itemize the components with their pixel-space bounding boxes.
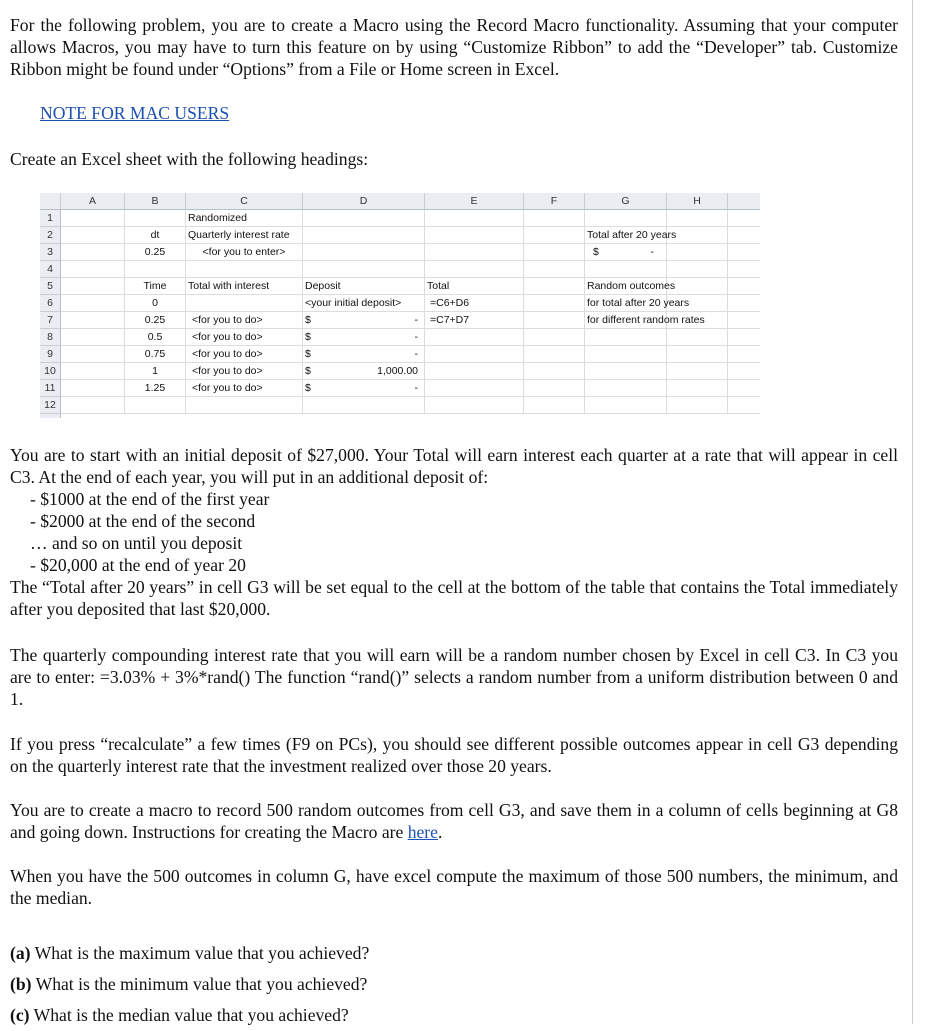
row-header: 11: [40, 380, 61, 397]
macro-text: You are to create a macro to record 500 random outcomes from cell G3, and save them in a column of cells beginning at G8 and going down. Instructions for creating the Macro are: [10, 800, 898, 842]
cell-H8: [667, 329, 728, 346]
cell-E3: [425, 244, 524, 261]
cell-B5: Time: [125, 278, 186, 295]
paragraph-macro: [10, 799, 898, 843]
cell-E12: [425, 397, 524, 414]
cell-I12: [728, 397, 760, 414]
cell-value: -: [414, 348, 418, 360]
row-header: 12: [40, 397, 61, 414]
page-border: [912, 0, 913, 1024]
column-header: A: [61, 193, 125, 210]
row-header: 10: [40, 363, 61, 380]
cell-E8: [425, 329, 524, 346]
cell-C6: [186, 295, 303, 312]
cell-C9: <for you to do>: [186, 346, 303, 363]
cell-B2: dt: [125, 227, 186, 244]
cell-I9: [728, 346, 760, 363]
cell-G4: [585, 261, 667, 278]
cell-A9: [61, 346, 125, 363]
row-header: 8: [40, 329, 61, 346]
cell-value: -: [414, 331, 418, 343]
cell-B11: 1.25: [125, 380, 186, 397]
row-header: 4: [40, 261, 61, 278]
paragraph-recalculate: If you press “recalculate” a few times (F9 on PCs), you should see different possible outcomes appear in cell G3 depending on the quarterly interest rate that the investment realized over those 20 years.: [10, 734, 898, 776]
deposit-list: [30, 488, 269, 576]
cell-H6: [667, 295, 728, 312]
list-item: - $1000 at the end of the first year: [30, 489, 270, 509]
cell-B4: [125, 261, 186, 278]
cell-I1: [728, 210, 760, 227]
question-text: What is the median value that you achieved?: [29, 1005, 349, 1025]
row-header: 5: [40, 278, 61, 295]
cell-E2: [425, 227, 524, 244]
question-label: (c): [10, 1005, 30, 1025]
cell-C8: <for you to do>: [186, 329, 303, 346]
cell-G9: [585, 346, 667, 363]
row-header: [40, 414, 61, 418]
question-text: What is the maximum value that you achieved?: [30, 943, 370, 963]
cell-C12: [186, 397, 303, 414]
select-all-corner: [40, 193, 61, 210]
cell-G2: Total after 20 years: [585, 227, 667, 244]
cell-I2: [728, 227, 760, 244]
cell-B7: 0.25: [125, 312, 186, 329]
cell-H10: [667, 363, 728, 380]
period: .: [437, 822, 443, 842]
cell-C7: <for you to do>: [186, 312, 303, 329]
cell-C4: [186, 261, 303, 278]
cell-E6: =C6+D6: [425, 295, 524, 312]
cell-A12: [61, 397, 125, 414]
cell-H2: [667, 227, 728, 244]
mac-users-link[interactable]: NOTE FOR MAC USERS: [40, 103, 230, 123]
cell-F11: [524, 380, 585, 397]
list-item: - $2000 at the end of the second: [30, 511, 256, 531]
question-label: (a): [10, 943, 31, 963]
cell-D9: $ -: [303, 346, 425, 363]
questions: [10, 938, 369, 1031]
cell-E5: Total: [425, 278, 524, 295]
cell-C5: Total with interest: [186, 278, 303, 295]
cell-H4: [667, 261, 728, 278]
cell-H7: [667, 312, 728, 329]
cell-A8: [61, 329, 125, 346]
cell-G8: [585, 329, 667, 346]
question-c: [10, 1000, 369, 1031]
cell-H5: [667, 278, 728, 295]
cell-A10: [61, 363, 125, 380]
list-item: - $20,000 at the end of year 20: [30, 555, 246, 575]
row-header: 6: [40, 295, 61, 312]
column-header: G: [585, 193, 667, 210]
cell-G6: for total after 20 years: [585, 295, 667, 312]
cell-E9: [425, 346, 524, 363]
cell-value: -: [650, 246, 654, 258]
cell-H11: [667, 380, 728, 397]
row-header: 1: [40, 210, 61, 227]
paragraph-stats: When you have the 500 outcomes in column G, have excel compute the maximum of those 500 numbers, the minimum, and the median.: [10, 866, 898, 908]
cell-D3: [303, 244, 425, 261]
cell-G1: [585, 210, 667, 227]
column-header: C: [186, 193, 303, 210]
cell-D4: [303, 261, 425, 278]
cell-I3: [728, 244, 760, 261]
column-header: [728, 193, 760, 210]
cell-E7: =C7+D7: [425, 312, 524, 329]
here-link[interactable]: here: [407, 822, 438, 842]
cell-G5: Random outcomes: [585, 278, 667, 295]
intro-text: For the following problem, you are to create a Macro using the Record Macro functionality. Assuming that your computer allows Macros, you may have to turn this feature on by using “Customize Ribbon” to add the “Developer” tab. Customize Ribbon might be found under “Options” from a File or Home screen in Excel.: [10, 15, 898, 79]
question-a: [10, 938, 369, 969]
cell-H12: [667, 397, 728, 414]
cell-A11: [61, 380, 125, 397]
cell-value: 1,000.00: [377, 365, 418, 377]
cell-G10: [585, 363, 667, 380]
cell-H3: [667, 244, 728, 261]
paragraph-total: The “Total after 20 years” in cell G3 will be set equal to the cell at the bottom of the table that contains the Total immediately after you deposited that last $20,000.: [10, 577, 898, 619]
cell-D8: $ -: [303, 329, 425, 346]
cell-I4: [728, 261, 760, 278]
question-b: [10, 969, 369, 1000]
cell-I11: [728, 380, 760, 397]
cell-H1: [667, 210, 728, 227]
cell-F12: [524, 397, 585, 414]
cell-D6: <your initial deposit>: [303, 295, 425, 312]
paragraph-deposit: You are to start with an initial deposit of $27,000. Your Total will earn interest each quarter at a rate that will appear in cell C3. At the end of each year, you will put in an additional deposit of:: [10, 445, 898, 487]
cell-B6: 0: [125, 295, 186, 312]
question-text: What is the minimum value that you achieved?: [31, 974, 368, 994]
cell-A6: [61, 295, 125, 312]
cell-B8: 0.5: [125, 329, 186, 346]
cell-C3: <for you to enter>: [186, 244, 303, 261]
cell-D2: [303, 227, 425, 244]
question-label: (b): [10, 974, 32, 994]
cell-F9: [524, 346, 585, 363]
cell-A2: [61, 227, 125, 244]
create-heading: Create an Excel sheet with the following headings:: [10, 149, 369, 169]
cell-D12: [303, 397, 425, 414]
cell-A7: [61, 312, 125, 329]
cell-D1: [303, 210, 425, 227]
column-header: B: [125, 193, 186, 210]
cell-I6: [728, 295, 760, 312]
cell-E4: [425, 261, 524, 278]
row-header: 2: [40, 227, 61, 244]
cell-A3: [61, 244, 125, 261]
cell-I7: [728, 312, 760, 329]
cell-D11: $ -: [303, 380, 425, 397]
cell-I10: [728, 363, 760, 380]
cell-G12: [585, 397, 667, 414]
cell-F2: [524, 227, 585, 244]
column-header: D: [303, 193, 425, 210]
cell-D5: Deposit: [303, 278, 425, 295]
cell-F3: [524, 244, 585, 261]
cell-value: -: [414, 382, 418, 394]
cell-E11: [425, 380, 524, 397]
cell-F8: [524, 329, 585, 346]
cell-B12: [125, 397, 186, 414]
cell-B10: 1: [125, 363, 186, 380]
cell-D7: $ -: [303, 312, 425, 329]
cell-F4: [524, 261, 585, 278]
cell-C11: <for you to do>: [186, 380, 303, 397]
cell-A4: [61, 261, 125, 278]
cell-G7: for different random rates: [585, 312, 667, 329]
paragraph-rate: The quarterly compounding interest rate that you will earn will be a random number chosen by Excel in cell C3. In C3 you are to enter: =3.03% + 3%*rand() The function “rand()” selects a random number from a uniform distribution between 0 and 1.: [10, 645, 898, 709]
cell-B3: 0.25: [125, 244, 186, 261]
cell-D10: $ 1,000.00: [303, 363, 425, 380]
row-header: 7: [40, 312, 61, 329]
cell-G3: $ -: [585, 244, 667, 261]
cell-H9: [667, 346, 728, 363]
cell-G11: [585, 380, 667, 397]
row-header: 9: [40, 346, 61, 363]
cell-I5: [728, 278, 760, 295]
cell-C1: Randomized: [186, 210, 303, 227]
cell-A5: [61, 278, 125, 295]
cell-B9: 0.75: [125, 346, 186, 363]
cell-I8: [728, 329, 760, 346]
column-header: F: [524, 193, 585, 210]
column-header: E: [425, 193, 524, 210]
cell-E1: [425, 210, 524, 227]
cell-F1: [524, 210, 585, 227]
cell-C10: <for you to do>: [186, 363, 303, 380]
cell-E10: [425, 363, 524, 380]
list-item: … and so on until you deposit: [30, 533, 243, 553]
column-header: H: [667, 193, 728, 210]
row-header: 3: [40, 244, 61, 261]
cell-B1: [125, 210, 186, 227]
cell-F7: [524, 312, 585, 329]
cell-value: -: [414, 314, 418, 326]
cell-C2: Quarterly interest rate: [186, 227, 303, 244]
cell-A1: [61, 210, 125, 227]
cell-F5: [524, 278, 585, 295]
spreadsheet-image: [40, 193, 760, 418]
cell-F6: [524, 295, 585, 312]
cell-F10: [524, 363, 585, 380]
